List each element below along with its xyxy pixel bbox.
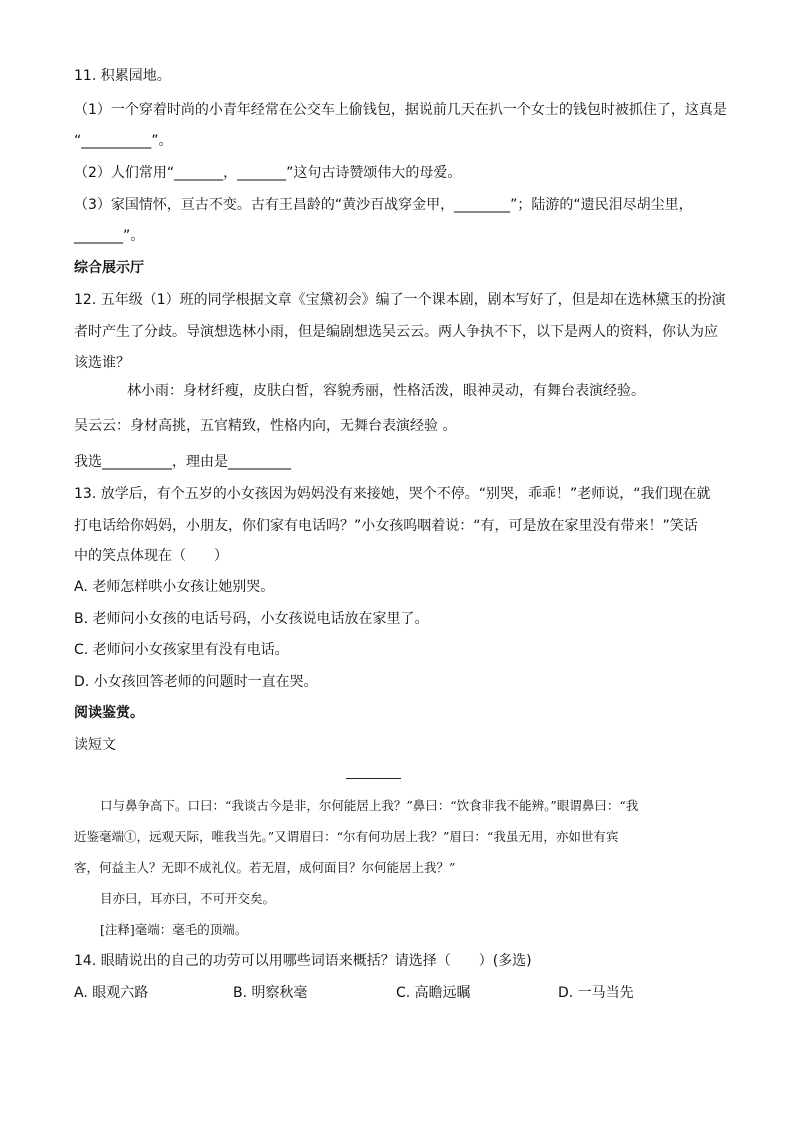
q14-stem: 14. 眼睛说出的自己的功劳可以用哪些词语来概括？请选择（ ）(多选) bbox=[74, 953, 532, 969]
q11-part1-line1: （1）一个穿着时尚的小青年经常在公交车上偷钱包，据说前几天在扒一个女士的钱包时被抓住了，这真是 bbox=[74, 102, 727, 118]
q13-option-a: A. 老师怎样哄小女孩让她别哭。 bbox=[74, 579, 275, 595]
passage-title-blank bbox=[346, 778, 401, 779]
q11-part3-line1: （3）家国情怀，亘古不变。古有王昌龄的“黄沙百战穿金甲，________”；陆游的“遗民泪尽胡尘里， bbox=[74, 197, 693, 213]
q14-option-c: C. 高瞻远瞩 bbox=[396, 985, 471, 1001]
passage-line2: 近鉴毫端①，远观天际，唯我当先。”又谓眉曰：“尔有何功居上我？”眉曰：“我虽无用，亦如世有宾 bbox=[74, 829, 619, 844]
q12-answer-line: 我选__________，理由是_________ bbox=[74, 454, 291, 470]
passage-line1: 口与鼻争高下。口曰：“我谈古今是非，尔何能居上我？”鼻曰：“饮食非我不能辨。”眼谓鼻曰：“我 bbox=[100, 798, 639, 813]
q13-line2: 打电话给你妈妈，小朋友，你们家有电话吗？”小女孩呜咽着说：“有，可是放在家里没有带来！”笑话 bbox=[74, 518, 698, 534]
q11-part3-line2: _______”。 bbox=[74, 228, 145, 244]
q12-line1: 12. 五年级（1）班的同学根据文章《宝黛初会》编了一个课本剧，剧本写好了，但是却在选林黛玉的扮演 bbox=[74, 292, 726, 308]
q11-part1-line2: “__________”。 bbox=[74, 133, 173, 149]
q11-title: 11. 积累园地。 bbox=[74, 68, 171, 84]
q12-line2: 者时产生了分歧。导演想选林小雨，但是编剧想选吴云云。两人争执不下，以下是两人的资料，你认为应 bbox=[74, 324, 718, 340]
q14-option-d: D. 一马当先 bbox=[558, 985, 634, 1001]
q13-option-b: B. 老师问小女孩的电话号码，小女孩说电话放在家里了。 bbox=[74, 611, 429, 627]
q12-candidate-lin: 林小雨：身材纤瘦，皮肤白皙，容貌秀丽，性格活泼，眼神灵动，有舞台表演经验。 bbox=[127, 383, 645, 399]
q13-option-d: D. 小女孩回答老师的问题时一直在哭。 bbox=[74, 674, 318, 690]
passage-line3: 客，何益主人？无即不成礼仪。若无眉，成何面目？尔何能居上我？” bbox=[74, 860, 456, 875]
q14-option-a: A. 眼观六路 bbox=[74, 985, 149, 1001]
reading-subheading: 读短文 bbox=[74, 737, 116, 753]
section-integrated-heading: 综合展示厅 bbox=[74, 260, 144, 276]
section-reading-heading: 阅读鉴赏。 bbox=[74, 705, 144, 721]
q12-candidate-wu: 吴云云：身材高挑，五官精致，性格内向，无舞台表演经验 。 bbox=[74, 418, 457, 434]
passage-line4: 目亦曰，耳亦曰，不可开交矣。 bbox=[100, 891, 276, 906]
q12-line3: 该选谁？ bbox=[74, 355, 130, 371]
q11-part2: （2）人们常用“_______，_______”这句古诗赞颂伟大的母爱。 bbox=[74, 165, 462, 181]
passage-note: [注释]毫端：毫毛的顶端。 bbox=[100, 922, 248, 937]
q14-option-b: B. 明察秋毫 bbox=[233, 985, 308, 1001]
q13-line3: 中的笑点体现在（ ） bbox=[74, 548, 228, 564]
q13-line1: 13. 放学后，有个五岁的小女孩因为妈妈没有来接她，哭个不停。“别哭，乖乖！”老师说，“我们现在就 bbox=[74, 486, 711, 502]
q13-option-c: C. 老师问小女孩家里有没有电话。 bbox=[74, 642, 289, 658]
